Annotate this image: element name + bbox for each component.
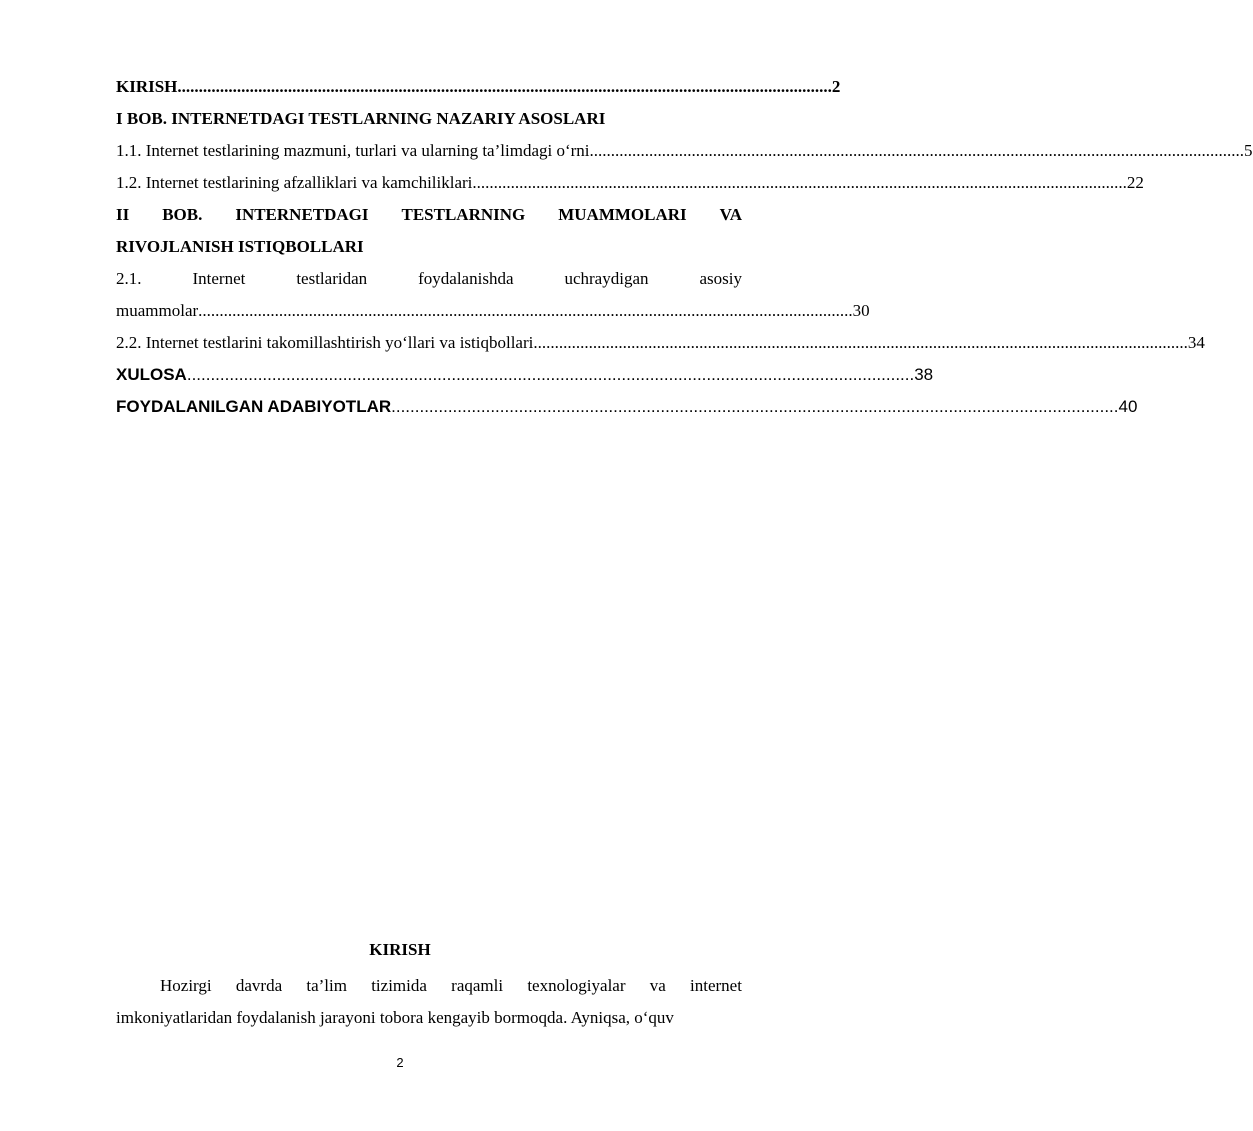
toc-word: foydalanishda — [418, 269, 514, 288]
toc-entry-1-2[interactable] — [116, 167, 1144, 199]
toc-leader-dots: .......................................................................................................................................................... — [589, 141, 1245, 160]
toc-word: testlaridan — [296, 269, 368, 288]
paragraph-line-2: imkoniyatlaridan foydalanish jarayoni tobora kengayib bormoqda. Ayniqsa, o‘quv — [116, 1008, 674, 1027]
toc-entry-title: RIVOJLANISH ISTIQBOLLARI — [116, 237, 364, 256]
page-number: 2 — [396, 1055, 404, 1070]
toc-word: II — [116, 205, 130, 224]
toc-word: Internet — [192, 269, 246, 288]
toc-page-number: 5 — [1244, 141, 1253, 160]
toc-word: asosiy — [699, 269, 742, 288]
paragraph-word: tizimida — [371, 976, 427, 995]
toc-entry-2-2[interactable] — [116, 327, 1205, 359]
paragraph-line-1 — [160, 970, 742, 1002]
toc-entry-title: 1.1. Internet testlarining mazmuni, turlari va ularning ta’limdagi o‘rni — [116, 141, 590, 160]
toc-word: uchraydigan — [564, 269, 649, 288]
paragraph-word: texnologiyalar — [527, 976, 626, 995]
toc-page-number: 38 — [914, 365, 934, 384]
toc-entry-title: XULOSA — [116, 365, 187, 384]
toc-entry-title: 1.2. Internet testlarining afzalliklari va kamchiliklari — [116, 173, 473, 192]
toc-word: MUAMMOLARI — [558, 205, 687, 224]
section-heading: KIRISH — [369, 940, 431, 959]
toc-page-number: 34 — [1187, 333, 1205, 352]
toc-chapter-2-line-2[interactable] — [116, 231, 742, 263]
toc-entry-2-1-line-2[interactable] — [116, 295, 870, 327]
paragraph-word: Hozirgi — [160, 976, 212, 995]
toc-leader-dots: .......................................................................................................................................................... — [186, 365, 915, 384]
paragraph-word: va — [649, 976, 666, 995]
toc-page-number: 40 — [1118, 397, 1138, 416]
toc-word: VA — [719, 205, 742, 224]
toc-entry-title: 2.2. Internet testlarini takomillashtirish yo‘llari va istiqbollari — [116, 333, 534, 352]
toc-page-number: 22 — [1126, 173, 1144, 192]
toc-entry-2-1[interactable] — [116, 263, 742, 295]
toc-leader-dots: .......................................................................................................................................................... — [472, 173, 1127, 192]
toc-entry-1-1[interactable] — [116, 135, 1253, 167]
toc-word: TESTLARNING — [401, 205, 526, 224]
toc-page-number: 2 — [831, 77, 841, 96]
paragraph-word: ta’lim — [306, 976, 347, 995]
toc-leader-dots: .......................................................................................................................................................... — [533, 333, 1188, 352]
toc-entry-title: muammolar — [116, 301, 199, 320]
paragraph-word: davrda — [235, 976, 283, 995]
paragraph-word: internet — [690, 976, 742, 995]
toc-word: BOB. — [162, 205, 203, 224]
toc-entry-kirish[interactable] — [116, 71, 841, 103]
toc-entry-title: I BOB. INTERNETDAGI TESTLARNING NAZARIY ASOSLARI — [116, 109, 606, 128]
toc-leader-dots: .......................................................................................................................................................... — [177, 77, 832, 96]
toc-entry-title: FOYDALANILGAN ADABIYOTLAR — [116, 397, 392, 416]
toc-entry-xulosa[interactable] — [116, 359, 934, 391]
toc-chapter-1[interactable] — [116, 103, 742, 135]
toc-entry-adabiyotlar[interactable] — [116, 391, 1138, 423]
toc-leader-dots: .......................................................................................................................................................... — [198, 301, 853, 320]
toc-chapter-2[interactable] — [116, 199, 742, 231]
toc-page-number: 30 — [852, 301, 870, 320]
toc-word: 2.1. — [116, 269, 142, 288]
table-of-contents — [116, 71, 1253, 423]
paragraph-word: raqamli — [451, 976, 504, 995]
toc-entry-title: KIRISH — [116, 77, 178, 96]
toc-word: INTERNETDAGI — [235, 205, 369, 224]
toc-leader-dots: .......................................................................................................................................................... — [391, 397, 1119, 416]
